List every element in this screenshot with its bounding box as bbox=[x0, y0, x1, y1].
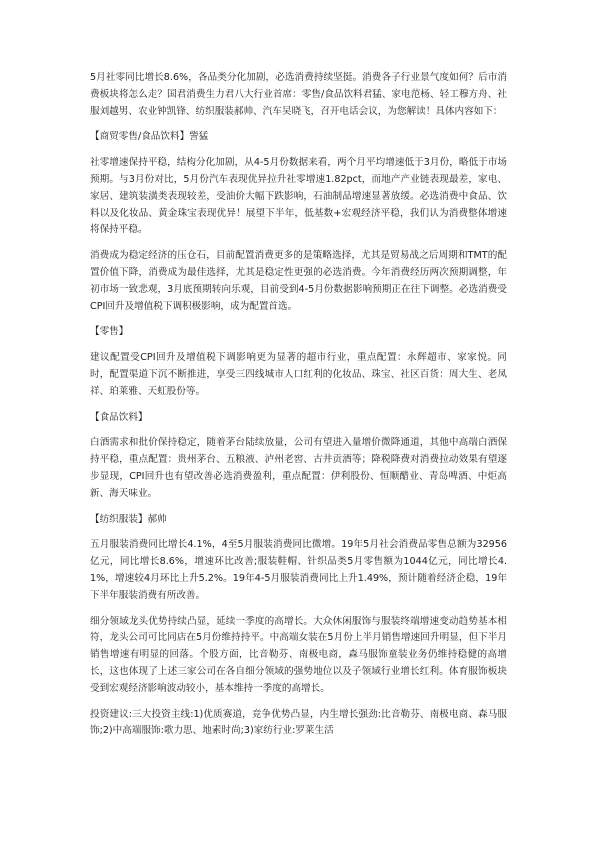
retail-food-paragraph-1: 社零增速保持平稳，结构分化加剧，从4-5月份数据来看，两个月平均增速低于3月份，略低于市场预期。与3月份对比，5月份汽车表现优异拉升社零增速1.82pct，而地产产业链表现最差，家电、家居、建筑装潢类表现较差，受油价大幅下跌影响，石油制品增速显著放缓。必选消费中食品、饮料以及化妆品、黄金珠宝表现优异！展望下半年，低基数+宏观经济平稳，我们认为消费整体增速将保持平稳。 bbox=[90, 157, 507, 236]
document-body bbox=[90, 70, 507, 740]
section-heading-textile: 【纺织服装】郝帅 bbox=[90, 513, 167, 525]
food-paragraph: 白酒需求和批价保持稳定，随着茅台陆续放量，公司有望进入量增价微降通道，其他中高端白酒保持平稳，重点配置：贵州茅台、五粮液、泸州老窖、古井贡酒等；降税降费对消费拉动效果有望逐步显现，CPI回升也有望改善必选消费盈利，重点配置：伊利股份、恒顺醋业、青岛啤酒、中炬高新、海天味业。 bbox=[90, 437, 507, 499]
retail-food-paragraph-2: 消费成为稳定经济的压仓石，目前配置消费更多的是策略选择，尤其是贸易战之后周期和TMT的配置价值下降，消费成为最佳选择，尤其是稳定性更强的必选消费。今年消费经历两次预期调整，年初市场一致悲观，3月底预期转向乐观，目前受到4-5月份数据影响预期正在往下调整。必选消费受CPI回升及增值税下调积极影响，成为配置首选。 bbox=[90, 250, 507, 312]
investment-advice-paragraph: 投资建议:三大投资主线:1)优质赛道，竞争优势凸显，内生增长强劲:比音勒芬、南极电商、森马服饰;2)中高端服饰:歌力思、地素时尚;3)家纺行业:罗莱生活 bbox=[90, 708, 507, 737]
textile-paragraph-2: 细分领域龙头优势持续凸显，延续一季度的高增长。大众休闲服饰与服装终端增速变动趋势基本相符，龙头公司可比同店在5月份维持持平。中高端女装在5月份上半月销售增速回升明显，但下半月销售增速有明显的回落。个股方面，比音勒芬、南极电商，森马服饰童装业务仍维持稳健的高增长，这也体现了上述三家公司在各自细分领域的强势地位以及子领域行业增长红利。体育服饰板块受到宏观经济影响波动较小，基本维持一季度的高增长。 bbox=[90, 615, 507, 694]
section-heading-retail: 【零售】 bbox=[90, 326, 129, 338]
intro-paragraph: 5月社零同比增长8.6%，各品类分化加剧，必选消费持续坚挺。消费各子行业景气度如何？后市消费板块将怎么走？国君消费生力君八大行业首席：零售/食品饮料君猛、家电范杨、轻工穆方舟、社服刘越男、农业钟凯锋、纺织服装郝帅、汽车吴晓飞，召开电话会议，为您解读！具体内容如下： bbox=[90, 72, 507, 117]
retail-paragraph: 建议配置受CPI回升及增值税下调影响更为显著的超市行业，重点配置：永辉超市、家家悦。同时，配置渠道下沉不断推进，享受三四线城市人口红利的化妆品、珠宝、社区百货：周大生、老凤祥、珀莱雅、天虹股份等。 bbox=[90, 352, 507, 397]
section-heading-retail-food: 【商贸零售/食品饮料】訾猛 bbox=[90, 131, 209, 143]
textile-paragraph-1: 五月服装消费同比增长4.1%，4至5月服装消费同比微增。19年5月社会消费品零售总额为32956亿元，同比增长8.6%，增速环比改善;服装鞋帽、针织品类5月零售额为1044亿元，同比增长4.1%，增速较4月环比上升5.2%。19年4-5月服装消费同比上升1.49%，预计随着经济企稳，19年下半年服装消费有所改善。 bbox=[90, 539, 507, 601]
section-heading-food: 【食品饮料】 bbox=[90, 411, 148, 423]
